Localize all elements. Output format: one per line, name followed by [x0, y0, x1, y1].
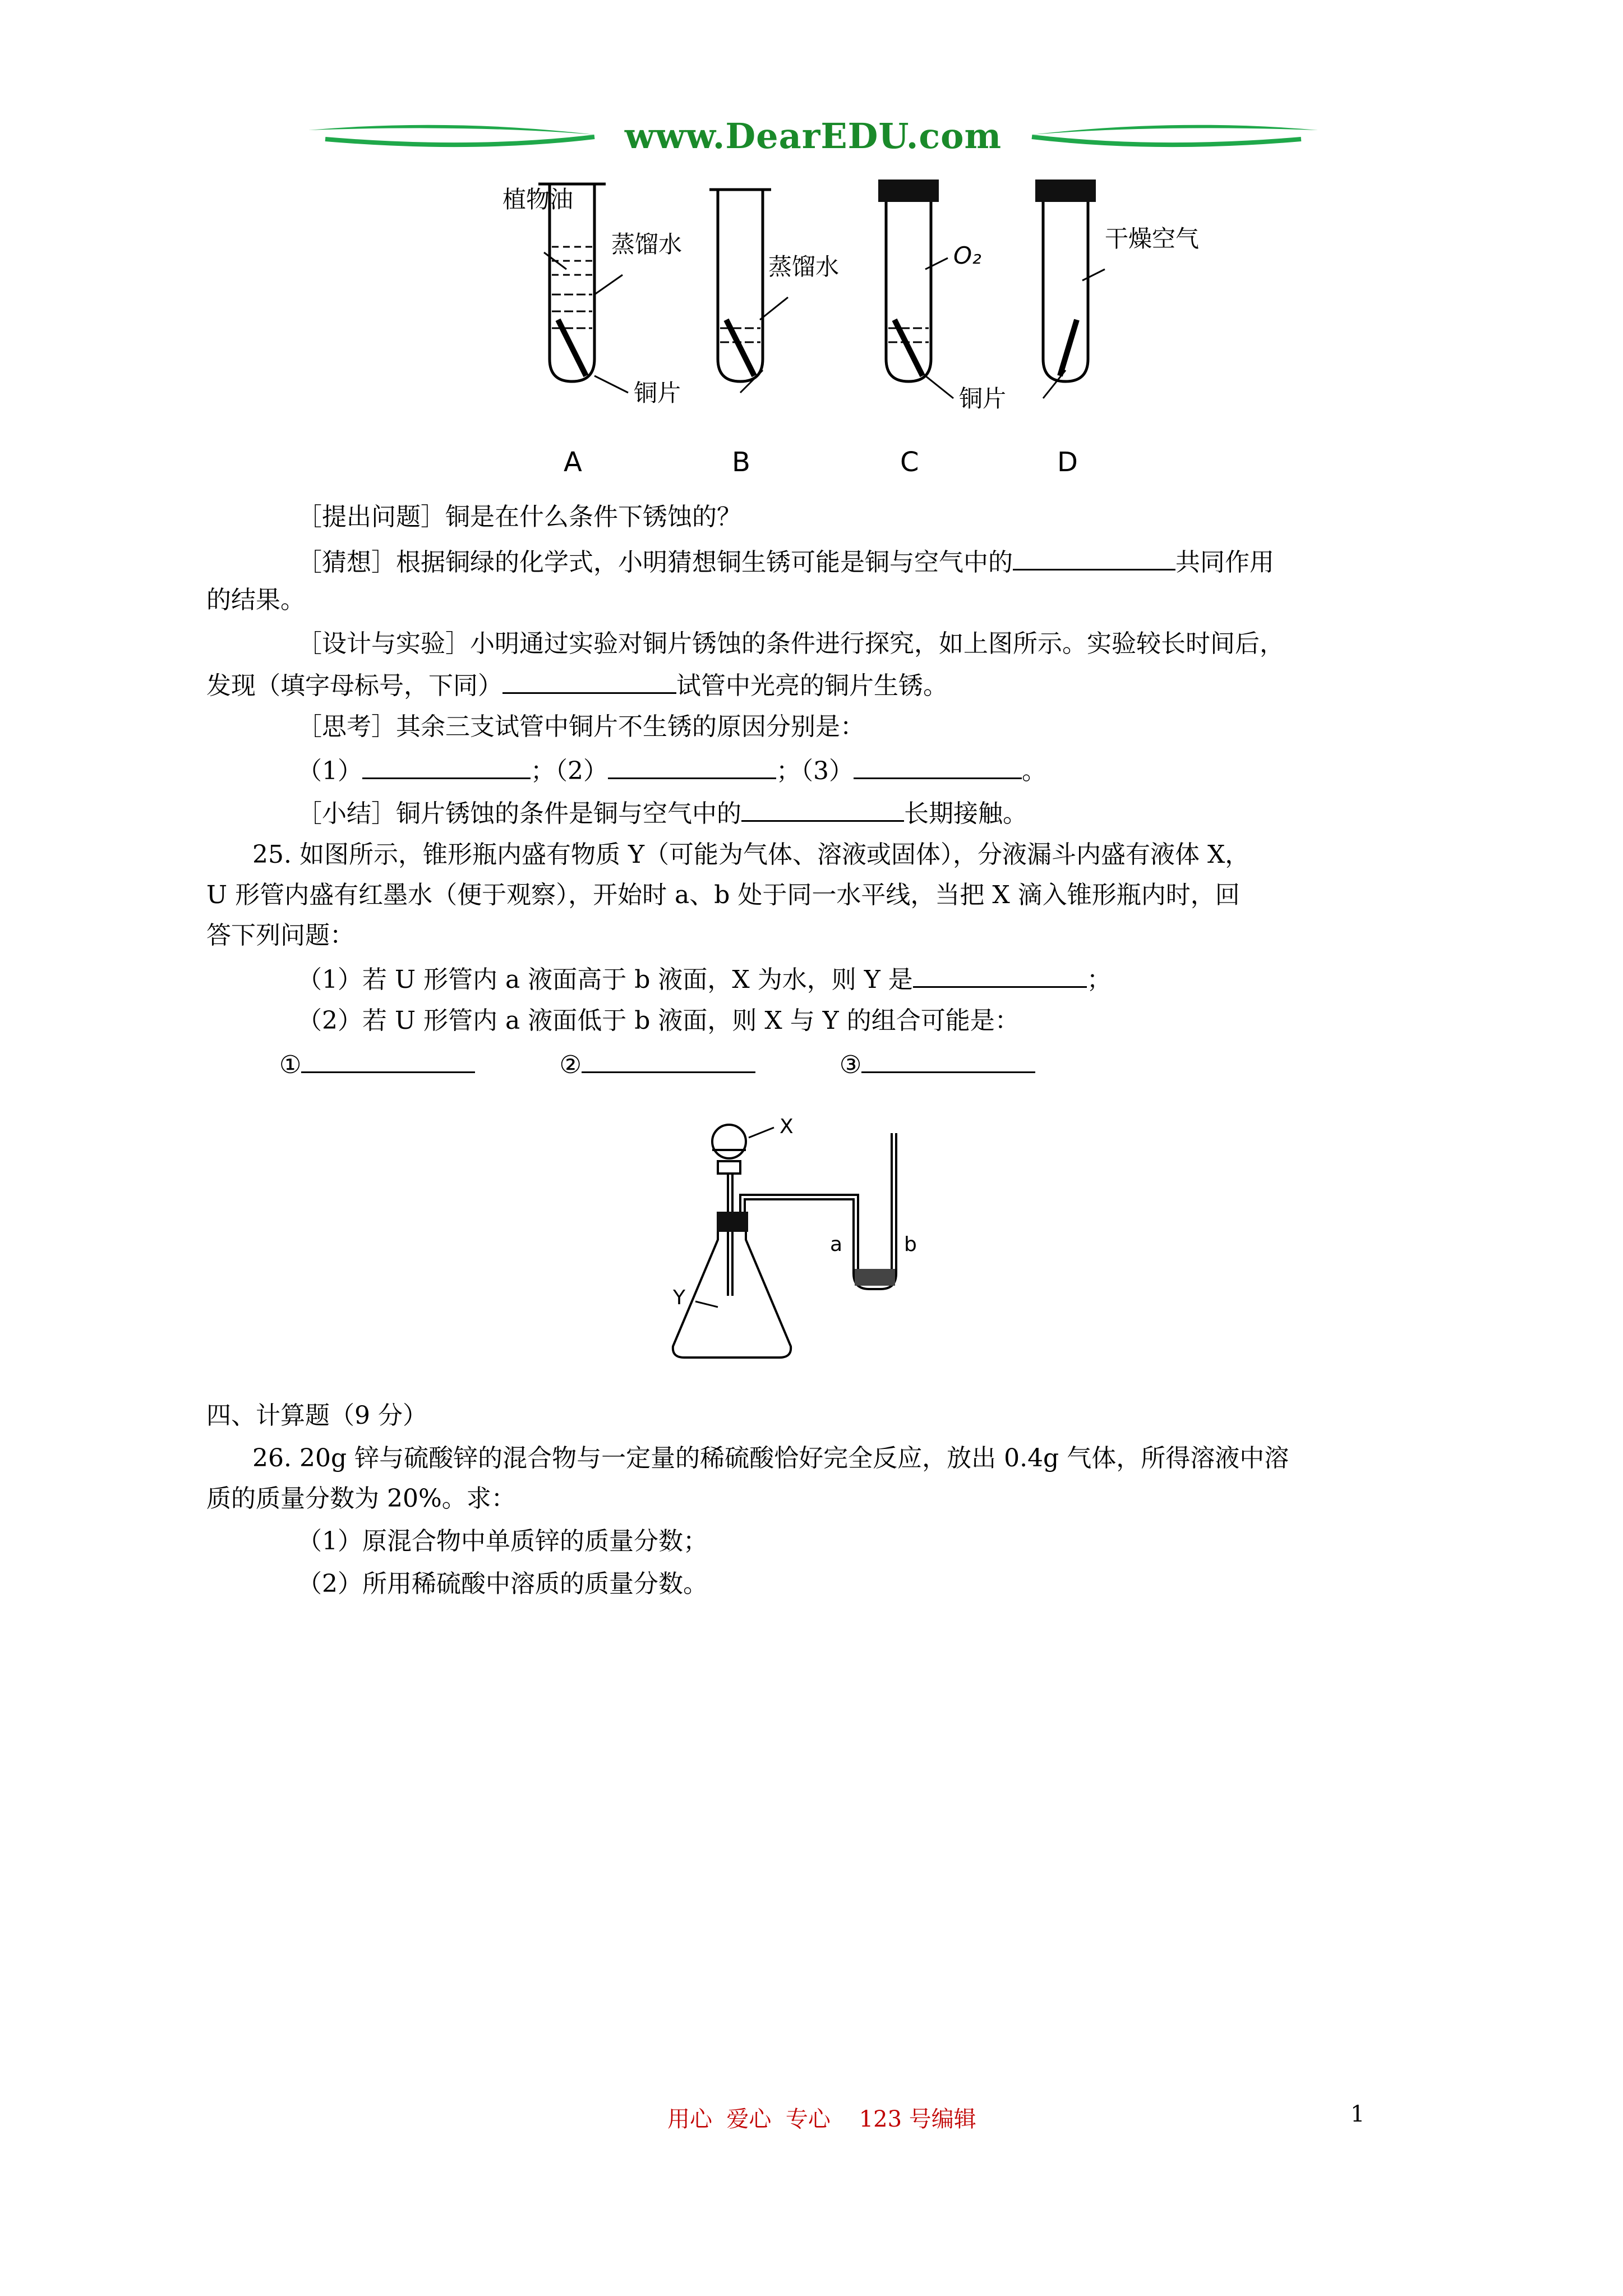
tube-label-d: D [1057, 447, 1078, 478]
q26-line-2: 质的质量分数为 20%。求： [206, 1484, 516, 1513]
q24-guess-cont: 的结果。 [206, 586, 305, 614]
section-4-title: 四、计算题（9 分） [206, 1401, 427, 1430]
q25-sub-2: （2）若 U 形管内 a 液面低于 b 液面，则 X 与 Y 的组合可能是： [297, 1006, 1020, 1035]
tube-label-b: B [732, 447, 750, 478]
label-x: X [780, 1115, 794, 1138]
q26-line-1: 26. 20g 锌与硫酸锌的混合物与一定量的稀硫酸恰好完全反应，放出 0.4g 气体，所得溶液中溶 [252, 1444, 1289, 1473]
q24-experiment-cont: 发现（填字母标号，下同） 试管中光亮的铜片生锈。 [206, 668, 948, 703]
q25-line-1: 25. 如图所示，锥形瓶内盛有物质 Y（可能为气体、溶液或固体），分液漏斗内盛有液体 X， [252, 840, 1250, 869]
test-tubes-figure [482, 168, 1200, 482]
blank-combo-2[interactable] [582, 1047, 755, 1073]
tube-c [886, 202, 931, 381]
blank-y[interactable] [913, 961, 1087, 988]
stopper-c [878, 180, 939, 202]
label-water-b: 蒸馏水 [768, 253, 840, 280]
test-tubes-diagram [482, 168, 1200, 482]
label-copper-2: 铜片 [959, 385, 1007, 412]
blank-combo-3[interactable] [861, 1047, 1035, 1073]
q25-choices: ① ② ③ [279, 1047, 1035, 1082]
blank-combo-1[interactable] [301, 1047, 475, 1073]
page-number: 1 [1350, 2101, 1365, 2127]
flask-stopper [717, 1212, 748, 1232]
label-water-a: 蒸馏水 [611, 231, 683, 258]
label-y: Y [673, 1286, 685, 1309]
blank-guess[interactable] [1013, 544, 1175, 570]
label-b: b [904, 1233, 917, 1256]
tube-label-c: C [900, 447, 919, 478]
blank-reason-3[interactable] [854, 753, 1022, 779]
label-o2: O₂ [953, 242, 981, 269]
blank-reason-1[interactable] [362, 753, 531, 779]
q24-question: ［提出问题］铜是在什么条件下锈蚀的？ [297, 503, 741, 531]
label-dry-air: 干燥空气 [1105, 225, 1200, 252]
label-copper-1: 铜片 [634, 379, 681, 407]
label-a: a [830, 1233, 843, 1256]
stopper-d [1035, 180, 1096, 202]
tube-label-a: A [564, 447, 582, 478]
copper-strip-d [1060, 320, 1077, 376]
funnel-stopcock [718, 1161, 740, 1174]
q25-line-2: U 形管内盛有红墨水（便于观察），开始时 a、b 处于同一水平线，当把 X 滴入锥形瓶内时，回 [206, 881, 1240, 909]
label-oil-1: 植物油 [502, 186, 574, 213]
q26-sub-1: （1）原混合物中单质锌的质量分数； [297, 1527, 708, 1556]
flask-apparatus-figure [662, 1111, 976, 1380]
q24-experiment: ［设计与实验］小明通过实验对铜片锈蚀的条件进行探究，如上图所示。实验较长时间后， [297, 629, 1284, 658]
footer-note: 用心 爱心 专心 123 号编辑 [667, 2106, 976, 2132]
q24-guess: ［猜想］根据铜绿的化学式，小明猜想铜生锈可能是铜与空气中的 共同作用 [297, 544, 1274, 579]
q24-think: ［思考］其余三支试管中铜片不生锈的原因分别是： [297, 712, 865, 741]
blank-reason-2[interactable] [608, 753, 776, 779]
u-tube-inner [745, 1133, 896, 1289]
q26-sub-2: （2）所用稀硫酸中溶质的质量分数。 [297, 1570, 708, 1598]
q25-line-3: 答下列问题： [206, 921, 354, 950]
funnel-bulb [712, 1125, 746, 1158]
flask-apparatus-diagram [662, 1111, 976, 1380]
header-banner [303, 112, 1324, 163]
blank-summary[interactable] [741, 795, 904, 822]
q24-reasons: （1） ；（2） ；（3） 。 [297, 753, 1046, 788]
site-url: www.DearEDU.com [624, 116, 1002, 157]
blank-tube-letter[interactable] [502, 668, 676, 694]
q25-sub-1: （1）若 U 形管内 a 液面高于 b 液面，X 为水，则 Y 是 ； [297, 961, 1112, 997]
red-ink [855, 1269, 895, 1286]
u-tube-outer [740, 1133, 892, 1285]
q24-summary: ［小结］铜片锈蚀的条件是铜与空气中的 长期接触。 [297, 795, 1027, 831]
